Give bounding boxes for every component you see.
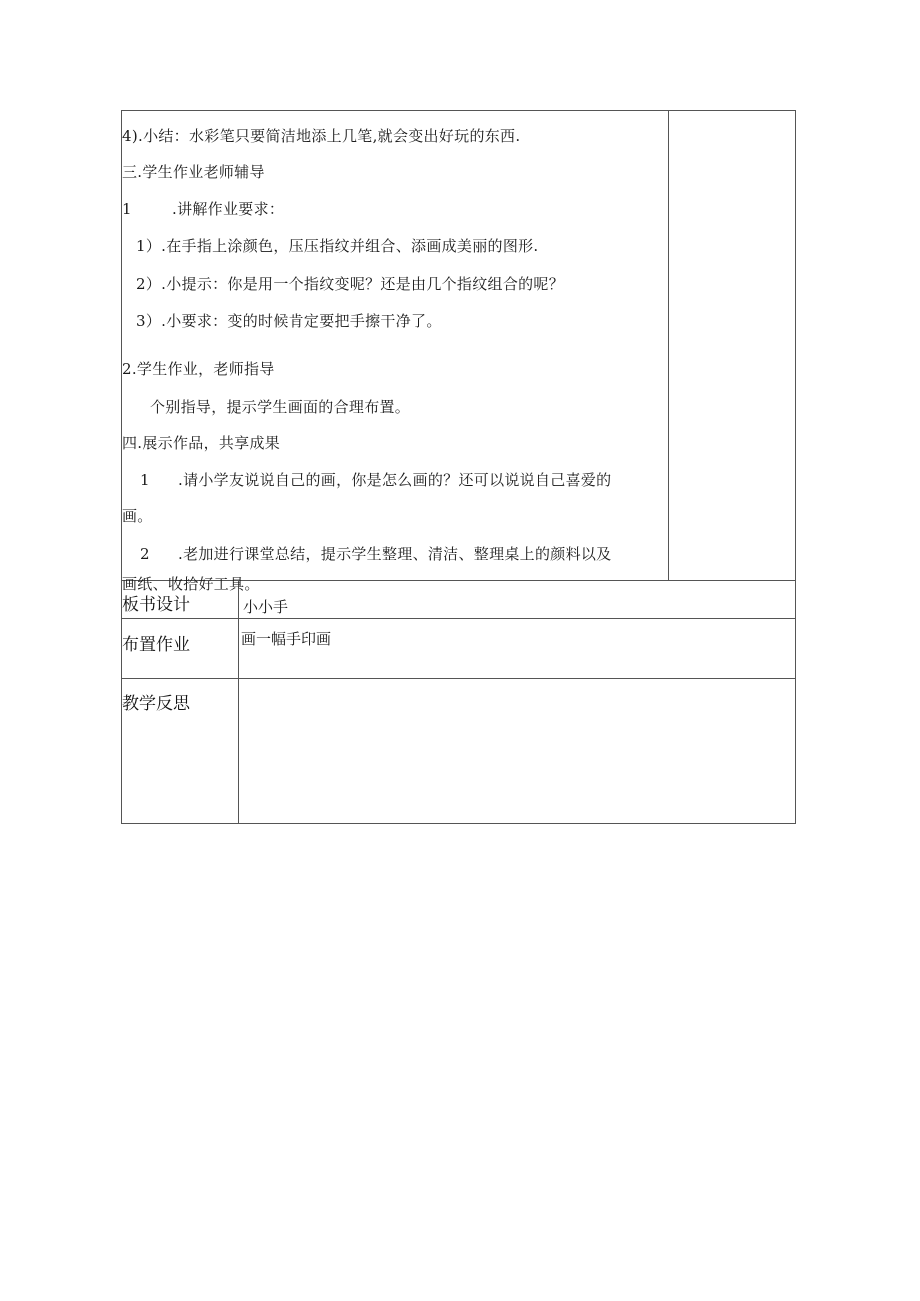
line-text: .请小学友说说自己的画，你是怎么画的？还可以说说自己喜爱的: [178, 471, 612, 489]
board-design-value: 小小手: [243, 598, 289, 616]
table-bottom-border: [121, 823, 796, 824]
line-prefix: 1: [140, 471, 150, 489]
procedure-line: [136, 311, 442, 331]
row-divider-homework: [121, 618, 796, 619]
line-text: .小提示：你是用一个指纹变呢？还是由几个指纹组合的呢？: [161, 275, 565, 293]
procedure-line: [122, 359, 275, 379]
line-text: 2.学生作业，老师指导: [122, 360, 275, 378]
reflection-label: 教学反思: [122, 694, 190, 714]
board-design-label: 板书设计: [122, 595, 190, 615]
procedure-line: [150, 397, 410, 417]
line-prefix: 1）: [136, 237, 162, 255]
line-prefix: 4).: [122, 127, 144, 145]
line-text: .讲解作业要求：: [172, 200, 285, 218]
procedure-cell: [122, 112, 667, 593]
procedure-line: [136, 274, 564, 294]
procedure-line: [140, 544, 611, 564]
procedure-line: [136, 236, 539, 256]
homework-value: 画一幅手印画: [241, 630, 332, 648]
procedure-line: [122, 162, 265, 182]
line-text: .老加进行课堂总结，提示学生整理、清洁、整理桌上的颜料以及: [178, 545, 612, 563]
line-prefix: 3）: [136, 312, 162, 330]
line-text: 画。: [122, 507, 153, 525]
label-column-divider: [238, 580, 239, 824]
procedure-line: [140, 470, 611, 490]
line-text: .小要求：变的时候肯定要把手擦干净了。: [161, 312, 442, 330]
procedure-line-clipped: [122, 574, 260, 594]
line-prefix: 1: [122, 200, 132, 218]
procedure-line: [122, 506, 153, 526]
row-divider-reflection: [121, 678, 796, 679]
procedure-line: [122, 126, 520, 146]
table-top-border: [121, 110, 796, 111]
table-right-border: [795, 110, 796, 824]
procedure-line: [122, 199, 284, 219]
line-text: 四.展示作品，共享成果: [122, 434, 281, 452]
line-prefix: 2: [140, 545, 150, 563]
line-text: 个别指导，提示学生画面的合理布置。: [150, 398, 411, 416]
line-text: .在手指上涂颜色，压压指纹并组合、添画成美丽的图形.: [161, 237, 539, 255]
line-text: 小结：水彩笔只要简洁地添上几笔,就会变出好玩的东西.: [143, 127, 521, 145]
line-prefix: 2）: [136, 275, 162, 293]
homework-label: 布置作业: [122, 635, 190, 655]
line-text: 三.学生作业老师辅导: [122, 163, 265, 181]
procedure-line: [122, 433, 280, 453]
notes-column-divider: [668, 110, 669, 580]
line-text: 画纸、收拾好工具。: [122, 575, 260, 593]
